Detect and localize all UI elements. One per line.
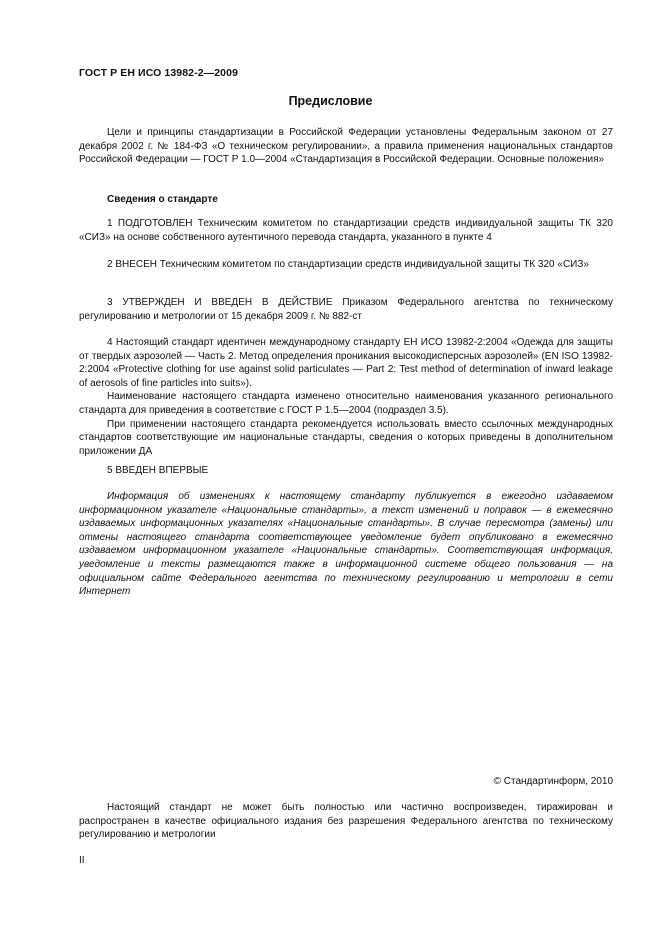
item-4-paragraph-2: Наименование настоящего стандарта изменено относительно наименования указанного регионального стандарта для приведения в соответствие с ГОСТ Р 1.5—2004 (подраздел 3.5). <box>79 391 613 416</box>
standard-header: ГОСТ Р ЕН ИСО 13982-2—2009 <box>79 67 239 79</box>
intro-section <box>79 126 613 167</box>
item-1-paragraph: 1 ПОДГОТОВЛЕН Техническим комитетом по стандартизации средств индивидуальной защиты ТК 320 «СИЗ» на основе собственного аутентичного перевода стандарта, указанного в пункте 4 <box>79 218 613 243</box>
reproduction-notice: Настоящий стандарт не может быть полностью или частично воспроизведен, тиражирован и распространен в качестве официального издания без разрешения Федерального агентства по техническому регулированию и метрологии <box>79 802 613 841</box>
item-4-section <box>79 336 613 458</box>
copyright-notice: © Стандартинформ, 2010 <box>493 776 613 787</box>
item-5-paragraph: 5 ВВЕДЕН ВПЕРВЫЕ <box>107 465 209 476</box>
item-2-paragraph: 2 ВНЕСЕН Техническим комитетом по стандартизации средств индивидуальной защиты ТК 320 «СИЗ» <box>107 259 589 270</box>
info-section <box>79 490 613 599</box>
item-5-section <box>79 464 613 478</box>
item-4-paragraph-1: 4 Настоящий стандарт идентичен международному стандарту ЕН ИСО 13982-2:2004 «Одежда для защиты от твердых аэрозолей — Часть 2. Метод определения проникания высокодисперсных аэрозолей» (EN ISO 13982-2:2004 «Protective clothing for use against solid particulates — Part 2: Test method of determination of inward leakage of aerosols of fine particles into suits»). <box>79 337 613 389</box>
intro-paragraph: Цели и принципы стандартизации в Российской Федерации установлены Федеральным законом от 27 декабря 2002 г. № 184-ФЗ «О техническом регулировании», а правила применения национальных стандартов Российской Федерации — ГОСТ Р 1.0—2004 «Стандартизация в Российской Федерации. Основные положения» <box>79 127 613 166</box>
info-paragraph: Информация об изменениях к настоящему стандарту публикуется в ежегодно издаваемом информационном указателе «Национальные стандарты», а текст изменений и поправок — в ежемесячно издаваемых информационных указателях «Национальные стандарты». В случае пересмотра (замены) или отмены настоящего стандарта соответствующее уведомление будет опубликовано в ежемесячно издаваемом информационном указателе «Национальные стандарты». Соответствующая информация, уведомление и тексты размещаются также в информационной системе общего пользования — на официальном сайте Федерального агентства по техническому регулированию и метрологии в сети Интернет <box>79 491 613 598</box>
section-subheading: Сведения о стандарте <box>107 194 218 205</box>
item-3-paragraph: 3 УТВЕРЖДЕН И ВВЕДЕН В ДЕЙСТВИЕ Приказом Федерального агентства по техническому регулированию и метрологии от 15 декабря 2009 г. № 882-ст <box>79 297 613 322</box>
page-number: II <box>79 855 85 866</box>
item-3-section <box>79 296 613 323</box>
item-2-section <box>79 258 613 272</box>
reproduction-section <box>79 801 613 842</box>
item-4-paragraph-3: При применении настоящего стандарта рекомендуется использовать вместо ссылочных международных стандартов соответствующие им национальные стандарты, сведения о которых приведены в дополнительном приложении ДА <box>79 418 613 457</box>
page-title: Предисловие <box>288 94 373 108</box>
item-1-section <box>79 217 613 244</box>
